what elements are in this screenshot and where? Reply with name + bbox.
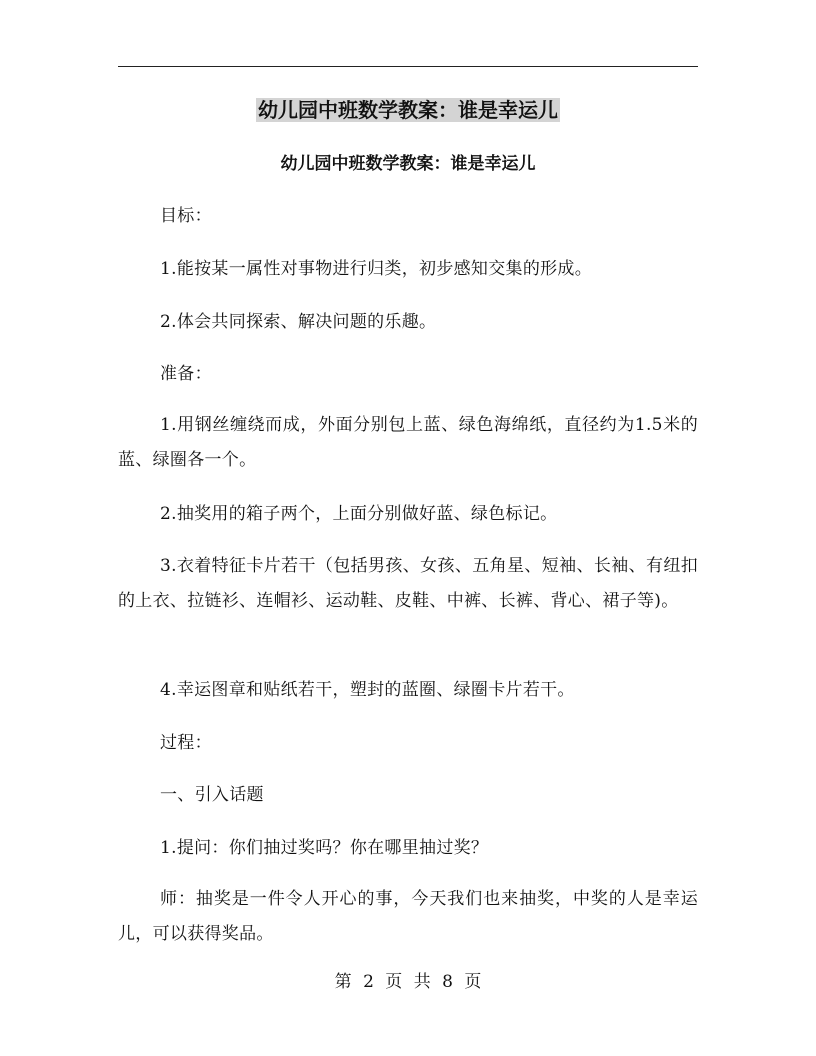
document-subtitle: 幼儿园中班数学教案：谁是幸运儿 xyxy=(280,154,536,174)
paragraph-prep-heading: 准备： xyxy=(160,364,212,384)
paragraph-process-heading: 过程： xyxy=(160,733,212,753)
paragraph-goal-1: 1.能按某一属性对事物进行归类，初步感知交集的形成。 xyxy=(160,259,593,279)
page-footer: 第 2 页 共 8 页 xyxy=(334,972,482,992)
paragraph-prep-2: 2.抽奖用的箱子两个，上面分别做好蓝、绿色标记。 xyxy=(160,504,558,524)
document-title xyxy=(0,96,816,124)
paragraph-teacher: 师：抽奖是一件令人开心的事，今天我们也来抽奖，中奖的人是幸运儿，可以获得奖品。 xyxy=(118,889,698,944)
header-rule xyxy=(118,66,698,67)
paragraph-step-1: 1.提问：你们抽过奖吗？你在哪里抽过奖？ xyxy=(160,838,489,858)
paragraph-goal-heading: 目标： xyxy=(160,206,212,226)
paragraph-prep-4: 4.幸运图章和贴纸若干，塑封的蓝圈、绿圈卡片若干。 xyxy=(160,680,575,700)
paragraph-prep-3: 3.衣着特征卡片若干（包括男孩、女孩、五角星、短袖、长袖、有纽扣的上衣、拉链衫、连帽衫、运动鞋、皮鞋、中裤、长裤、背心、裙子等)。 xyxy=(118,556,698,611)
document-title-text: 幼儿园中班数学教案：谁是幸运儿 xyxy=(258,98,558,122)
paragraph-section-1-heading: 一、引入话题 xyxy=(160,785,264,805)
paragraph-goal-2: 2.体会共同探索、解决问题的乐趣。 xyxy=(160,312,437,332)
paragraph-prep-1: 1.用钢丝缠绕而成，外面分别包上蓝、绿色海绵纸，直径约为1.5米的蓝、绿圈各一个。 xyxy=(118,415,698,470)
